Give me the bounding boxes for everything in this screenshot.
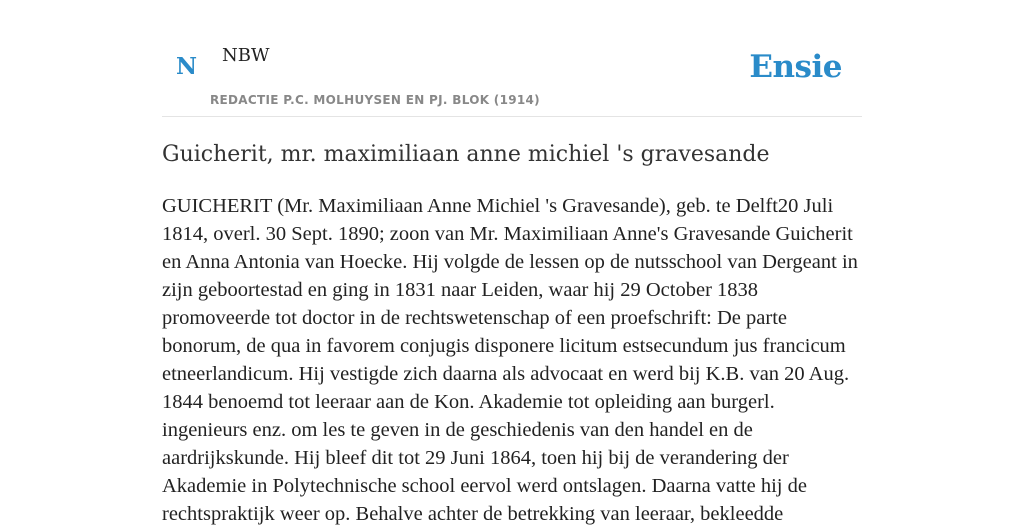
site-header — [162, 0, 862, 117]
article-title: Guicherit, mr. maximiliaan anne michiel 's gravesande — [162, 142, 770, 167]
article-body: GUICHERIT (Mr. Maximiliaan Anne Michiel 's Gravesande), geb. te Delft20 Juli 1814, overl. 30 Sept. 1890; zoon van Mr. Maximiliaan Anne's Gravesande Guicherit en Anna Antonia van Hoecke. Hij volgde de lessen op de nutsschool van Dergeant in zijn geboortestad en ging in 1831 naar Leiden, waar hij 29 October 1838 promoveerde tot doctor in de rechtswetenschap of een proefschrift: De parte bonorum, de qua in favorem conjugis disponere licitum estsecundum jus francicum etneerlandicum. Hij vestigde zich daarna als advocaat en werd bij K.B. van 20 Aug. 1844 benoemd tot leeraar aan de Kon. Akademie tot opleiding aan burgerl. ingenieurs enz. om les te geven in de geschiedenis van den handel en de aardrijkskunde. Hij bleef dit tot 29 Juni 1864, toen hij bij de verandering der Akademie in Polytechnische school eervol werd ontslagen. Daarna vatte hij de rechtspraktijk weer op. Behalve achter de betrekking van leeraar, bekleedde — [162, 195, 858, 525]
source-subtitle: REDACTIE P.C. MOLHUYSEN EN PJ. BLOK (1914) — [210, 93, 540, 107]
source-logo[interactable]: N — [176, 53, 198, 80]
brand-logo[interactable]: Ensie — [749, 49, 842, 85]
source-name[interactable]: NBW — [222, 45, 270, 66]
